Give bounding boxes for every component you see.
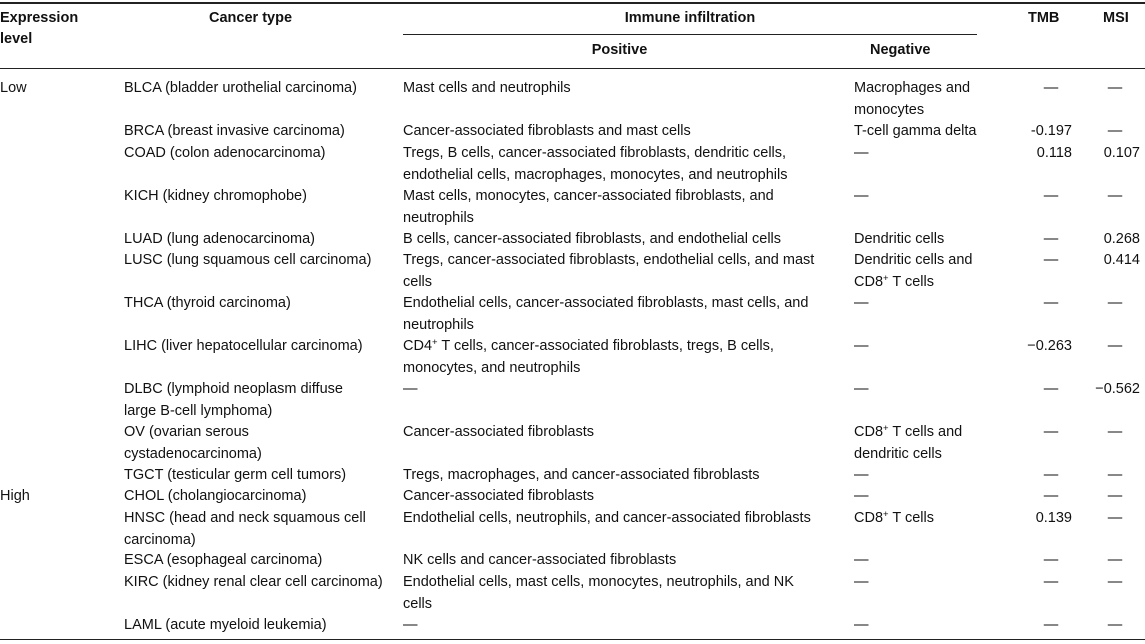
cell-msi: — [1107,424,1123,440]
cell-cancer-type [124,379,343,422]
cell-negative [854,336,869,358]
cell-negative-line: — [854,574,869,590]
cell-positive [403,250,814,293]
cell-negative-line: — [854,617,869,633]
cell-positive-line: neutrophils [403,316,474,333]
cell-cancer-type [124,508,366,551]
cell-cancer-type [124,465,346,487]
cell-msi: — [1107,552,1123,568]
cell-negative-line: — [854,488,869,504]
cell-positive-line: Endothelial cells, neutrophils, and cancer-associated fibroblasts [403,510,811,526]
cell-negative-line: monocytes [854,101,925,118]
cell-positive-line: CD4+ T cells, cancer-associated fibroblasts, tregs, B cells, [403,337,774,354]
cell-negative [854,422,962,465]
cell-negative-line: Dendritic cells and [854,252,973,268]
header-cancer-type: Cancer type [209,10,293,26]
cell-msi: — [1107,123,1123,139]
cell-tmb: — [1043,231,1059,247]
cell-negative [854,250,972,293]
cell-negative [854,78,970,121]
cell-msi: — [1107,295,1123,311]
cell-tmb: 0.139 [1035,510,1072,526]
cell-cancer-type-line: ESCA (esophageal carcinoma) [124,552,323,568]
cell-positive-line: B cells, cancer-associated fibroblasts, and endothelial cells [403,231,782,247]
cell-positive-line: neutrophils [403,209,474,226]
cell-negative [854,379,869,401]
cell-positive-line: Mast cells and neutrophils [403,80,571,96]
cell-tmb: −0.263 [1027,338,1072,354]
cell-negative-line: Dendritic cells [854,231,945,247]
header-tmb: TMB [1028,10,1060,26]
cell-msi: — [1107,338,1123,354]
cell-cancer-type-line: OV (ovarian serous [124,424,249,440]
cell-positive-line: monocytes, and neutrophils [403,359,581,376]
cell-cancer-type [124,572,383,594]
cell-cancer-type [124,143,325,165]
cell-msi: — [1107,80,1123,96]
cell-tmb: — [1043,574,1059,590]
cell-negative-line: — [854,338,869,354]
cell-negative [854,186,869,208]
header-subrule [403,34,977,35]
header-positive: Positive [591,42,648,58]
cell-cancer-type-line: HNSC (head and neck squamous cell [124,510,366,526]
cell-cancer-type-line: COAD (colon adenocarcinoma) [124,145,326,161]
cell-negative [854,572,869,594]
cell-negative-line: CD8+ T cells [854,509,934,526]
cell-positive [403,143,787,186]
cell-tmb: — [1043,424,1059,440]
cell-positive-line: endothelial cells, macrophages, monocytes, and neutrophils [403,166,788,183]
cell-msi: 0.107 [1103,145,1140,161]
cell-msi: — [1107,617,1123,633]
cell-tmb: — [1043,80,1059,96]
cell-cancer-type-line: LUSC (lung squamous cell carcinoma) [124,252,372,268]
cell-cancer-type-line: LIHC (liver hepatocellular carcinoma) [124,338,363,354]
cell-positive [403,465,760,487]
cell-cancer-type [124,250,371,272]
cell-negative-line: — [854,467,869,483]
cell-cancer-type-line: KIRC (kidney renal clear cell carcinoma) [124,574,383,590]
cell-msi: — [1107,488,1123,504]
cell-msi: — [1107,188,1123,204]
cell-positive-line: — [403,381,418,397]
cell-cancer-type-line: BLCA (bladder urothelial carcinoma) [124,80,357,96]
cell-negative [854,143,869,165]
bottom-rule [0,639,1145,640]
cell-cancer-type-line: carcinoma) [124,531,196,548]
cell-tmb: — [1043,295,1059,311]
cell-negative-line: — [854,145,869,161]
cell-msi: 0.268 [1103,231,1140,247]
cell-cancer-type [124,78,357,100]
cell-positive [403,615,418,637]
cell-negative-line: Macrophages and [854,80,971,96]
cell-cancer-type [124,486,306,508]
cell-positive-line: — [403,617,418,633]
cell-positive-line: Mast cells, monocytes, cancer-associated fibroblasts, and [403,188,774,204]
cell-positive-line: Cancer-associated fibroblasts [403,424,595,440]
cell-tmb: — [1043,252,1059,268]
cell-positive-line: Cancer-associated fibroblasts and mast cells [403,123,691,139]
cell-positive [403,550,676,572]
cell-positive-line: Endothelial cells, cancer-associated fibroblasts, mast cells, and [403,295,809,311]
cell-negative-line: dendritic cells [854,445,942,462]
cell-negative-line: — [854,381,869,397]
cell-positive [403,78,571,100]
cell-positive-line: Tregs, B cells, cancer-associated fibroblasts, dendritic cells, [403,145,787,161]
header-msi: MSI [1103,10,1129,26]
cell-negative [854,465,869,487]
cell-negative-line: — [854,552,869,568]
cell-positive-line: NK cells and cancer-associated fibroblasts [403,552,677,568]
cell-positive [403,229,781,251]
cell-positive-line: Tregs, cancer-associated fibroblasts, endothelial cells, and mast [403,252,815,268]
cell-positive-line: cells [403,273,433,290]
cell-cancer-type [124,615,327,637]
cell-negative [854,486,869,508]
cell-negative-line: — [854,188,869,204]
header-negative: Negative [870,42,931,58]
cell-msi: 0.414 [1103,252,1140,268]
cell-cancer-type [124,336,363,358]
cell-positive [403,379,418,401]
cell-positive [403,121,691,143]
cell-tmb: — [1043,381,1059,397]
cell-cancer-type-line: CHOL (cholangiocarcinoma) [124,488,307,504]
cell-tmb: — [1043,488,1059,504]
cell-positive-line: Cancer-associated fibroblasts [403,488,595,504]
expression-level-low: Low [0,80,27,96]
cell-positive [403,572,794,615]
cell-positive [403,186,774,229]
cell-cancer-type-line: TGCT (testicular germ cell tumors) [124,467,347,483]
cell-cancer-type-line: large B-cell lymphoma) [124,402,273,419]
cell-cancer-type-line: BRCA (breast invasive carcinoma) [124,123,345,139]
cell-cancer-type-line: LAML (acute myeloid leukemia) [124,617,327,633]
cell-negative-line: CD8+ T cells and [854,423,963,440]
cell-negative [854,293,869,315]
cell-negative [854,508,934,530]
cell-positive [403,293,808,336]
cell-cancer-type-line: LUAD (lung adenocarcinoma) [124,231,316,247]
cell-positive-line: Tregs, macrophages, and cancer-associated fibroblasts [403,467,760,483]
cell-positive-line: cells [403,595,433,612]
cell-tmb: — [1043,467,1059,483]
cell-negative [854,229,944,251]
cell-cancer-type-line: cystadenocarcinoma) [124,445,262,462]
cell-msi: −0.562 [1095,381,1140,397]
header-immune-infiltration: Immune infiltration [624,10,756,26]
cell-positive [403,336,774,379]
cell-tmb: — [1043,617,1059,633]
top-rule [0,2,1145,4]
cell-msi: — [1107,510,1123,526]
cell-negative [854,550,869,572]
cell-negative-line: CD8+ T cells [854,272,934,290]
cell-msi: — [1107,467,1123,483]
cell-cancer-type [124,186,307,208]
cell-tmb: 0.118 [1036,145,1072,161]
header-expression-level: Expression level [0,10,79,47]
cell-cancer-type-line: THCA (thyroid carcinoma) [124,295,291,311]
cell-msi: — [1107,574,1123,590]
cell-cancer-type [124,293,291,315]
expression-level-high: High [0,488,30,504]
cell-tmb: — [1043,552,1059,568]
cell-cancer-type [124,121,345,143]
cell-positive [403,486,594,508]
cell-tmb: -0.197 [1030,123,1072,139]
cell-tmb: — [1043,188,1059,204]
header-bottom-rule [0,68,1145,69]
cell-cancer-type-line: KICH (kidney chromophobe) [124,188,307,204]
cell-positive [403,422,594,444]
cell-cancer-type [124,550,322,572]
cell-cancer-type [124,229,315,251]
cell-negative-line: — [854,295,869,311]
cell-negative-line: T-cell gamma delta [854,123,977,139]
cell-negative [854,615,869,637]
cell-positive [403,508,811,530]
cell-negative [854,121,977,143]
cell-positive-line: Endothelial cells, mast cells, monocytes, neutrophils, and NK [403,574,794,590]
cell-cancer-type-line: DLBC (lymphoid neoplasm diffuse [124,381,343,397]
cell-cancer-type [124,422,262,465]
